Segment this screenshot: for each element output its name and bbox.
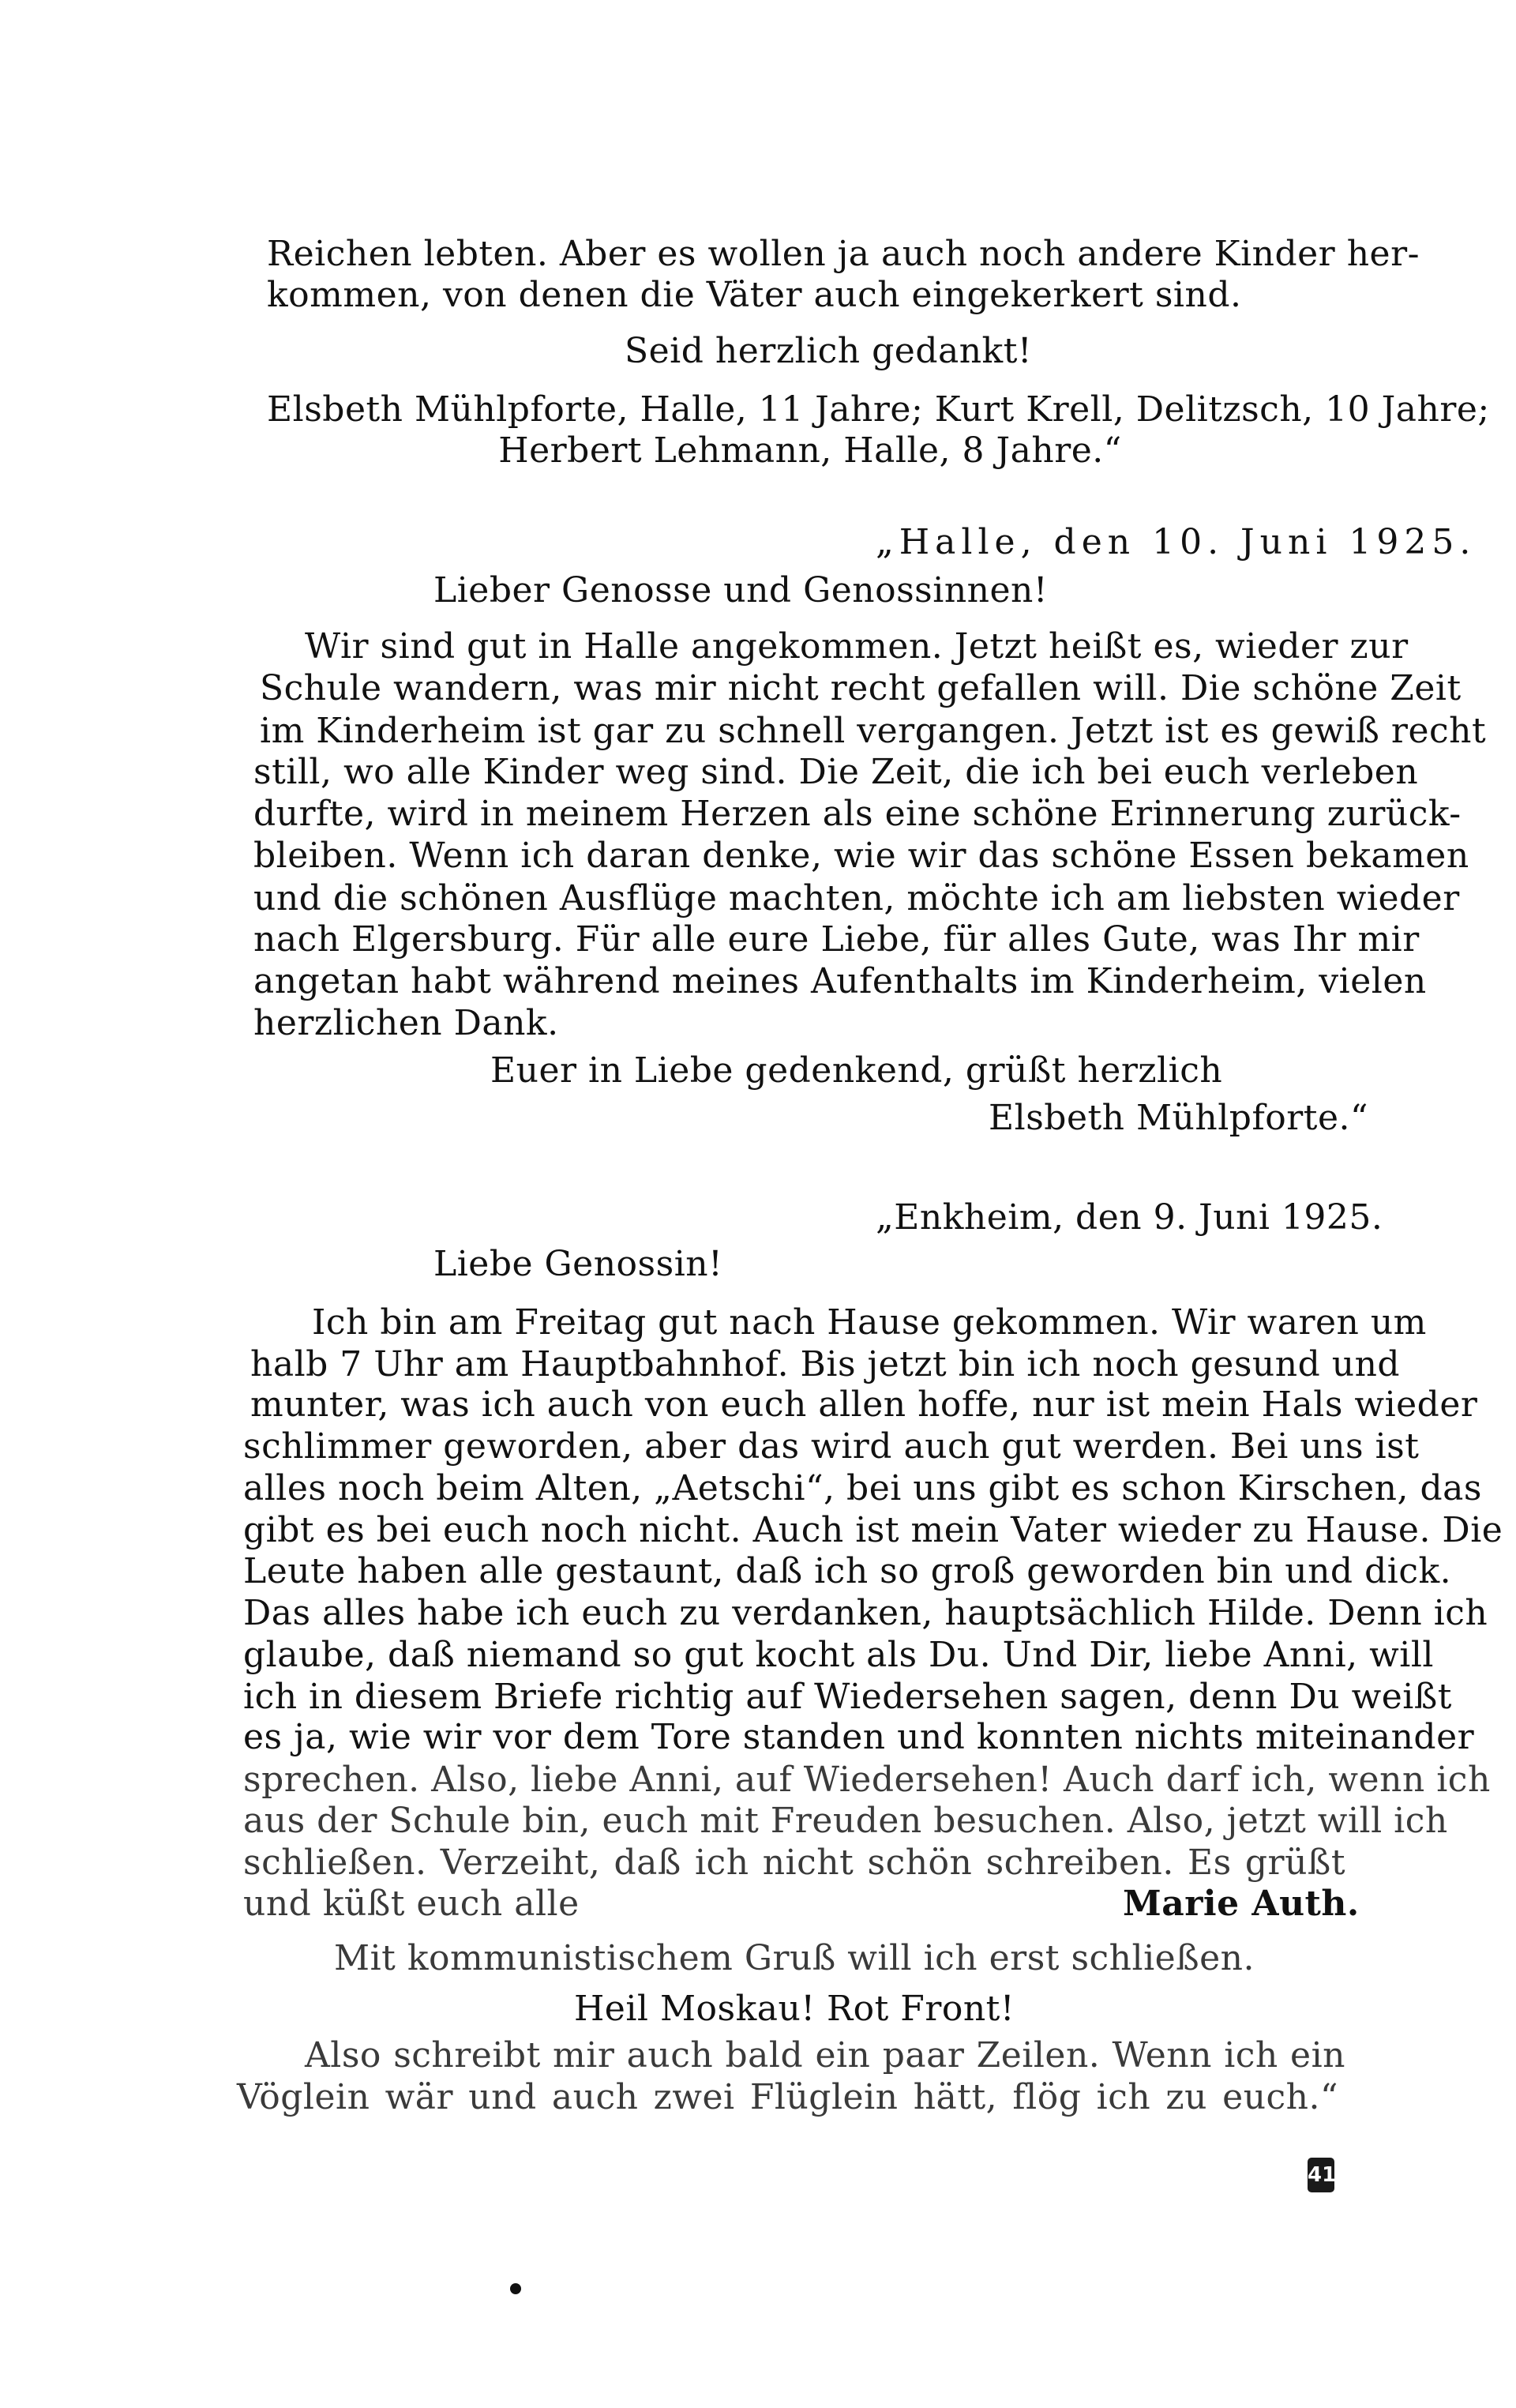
letter-closing: Euer in Liebe gedenkend, grüßt herzlich [490,1050,1223,1091]
text-line: Wir sind gut in Halle angekommen. Jetzt heißt es, wieder zur [305,626,1409,667]
text-line: im Kinderheim ist gar zu schnell vergangen. Jetzt ist es gewiß recht [260,711,1487,751]
text-line: kommen, von denen die Väter auch eingekerkert sind. [267,275,1242,315]
text-line: angetan habt während meines Aufenthalts im Kinderheim, vielen [253,961,1427,1001]
text-line: sprechen. Also, liebe Anni, auf Wiedersehen! Auch darf ich, wenn ich [243,1760,1491,1800]
text-line: still, wo alle Kinder weg sind. Die Zeit, die ich bei euch verleben [253,752,1419,792]
text-line: Schule wandern, was mir nicht recht gefallen will. Die schöne Zeit [260,668,1462,708]
text-line: durfte, wird in meinem Herzen als eine schöne Erinnerung zurück- [253,794,1462,834]
text-line: glaube, daß niemand so gut kocht als Du. Und Dir, liebe Anni, will [243,1635,1434,1675]
text-line: und küßt euch alle [243,1884,580,1924]
text-line: Das alles habe ich euch zu verdanken, hauptsächlich Hilde. Denn ich [243,1593,1488,1633]
text-line: Elsbeth Mühlpforte, Halle, 11 Jahre; Kurt Krell, Delitzsch, 10 Jahre; [267,389,1490,430]
text-line: herzlichen Dank. [253,1003,559,1043]
text-line: Herbert Lehmann, Halle, 8 Jahre.“ [498,430,1122,471]
ink-dot [510,2283,521,2294]
text-line: aus der Schule bin, euch mit Freuden besuchen. Also, jetzt will ich [243,1801,1448,1841]
letter-salutation: Lieber Genosse und Genossinnen! [433,570,1049,610]
text-line: nach Elgersburg. Für alle eure Liebe, für alles Gute, was Ihr mir [253,919,1420,960]
text-line: Ich bin am Freitag gut nach Hause gekommen. Wir waren um [312,1302,1427,1343]
text-line: schließen. Verzeiht, daß ich nicht schön schreiben. Es grüßt [243,1843,1345,1883]
letter-salutation: Liebe Genossin! [433,1244,723,1284]
text-line: Heil Moskau! Rot Front! [573,1989,1015,2029]
text-line: schlimmer geworden, aber das wird auch gut werden. Bei uns ist [243,1426,1420,1467]
text-line: Reichen lebten. Aber es wollen ja auch noch andere Kinder her- [267,234,1420,274]
text-line: munter, was ich auch von euch allen hoffe, nur ist mein Hals wieder [250,1384,1478,1425]
letter-date: „Enkheim, den 9. Juni 1925. [876,1197,1383,1238]
text-line: gibt es bei euch noch nicht. Auch ist mein Vater wieder zu Hause. Die [243,1510,1503,1550]
text-line: bleiben. Wenn ich daran denke, wie wir das schöne Essen bekamen [253,836,1469,876]
text-line: Seid herzlich gedankt! [625,331,1033,371]
text-line: alles noch beim Alten, „Aetschi“, bei uns gibt es schon Kirschen, das [243,1468,1482,1508]
letter-date: „Halle, den 10. Juni 1925. [876,522,1477,562]
text-line: Leute haben alle gestaunt, daß ich so groß geworden bin und dick. [243,1551,1452,1591]
text-line: Mit kommunistischem Gruß will ich erst schließen. [334,1938,1255,1978]
text-line: Also schreibt mir auch bald ein paar Zeilen. Wenn ich ein [305,2035,1345,2076]
text-line: und die schönen Ausflüge machten, möchte ich am liebsten wieder [253,878,1460,918]
letter-signature: Elsbeth Mühlpforte.“ [989,1098,1368,1138]
letter-signature: Marie Auth. [1123,1884,1360,1924]
text-line: es ja, wie wir vor dem Tore standen und konnten nichts miteinander [243,1717,1475,1757]
text-line: ich in diesem Briefe richtig auf Wiedersehen sagen, denn Du weißt [243,1677,1452,1717]
page-number: 41 [1308,2158,1334,2192]
text-line: Vöglein wär und auch zwei Flüglein hätt, flög ich zu euch.“ [237,2077,1338,2117]
text-line: halb 7 Uhr am Hauptbahnhof. Bis jetzt bin ich noch gesund und [250,1344,1401,1384]
